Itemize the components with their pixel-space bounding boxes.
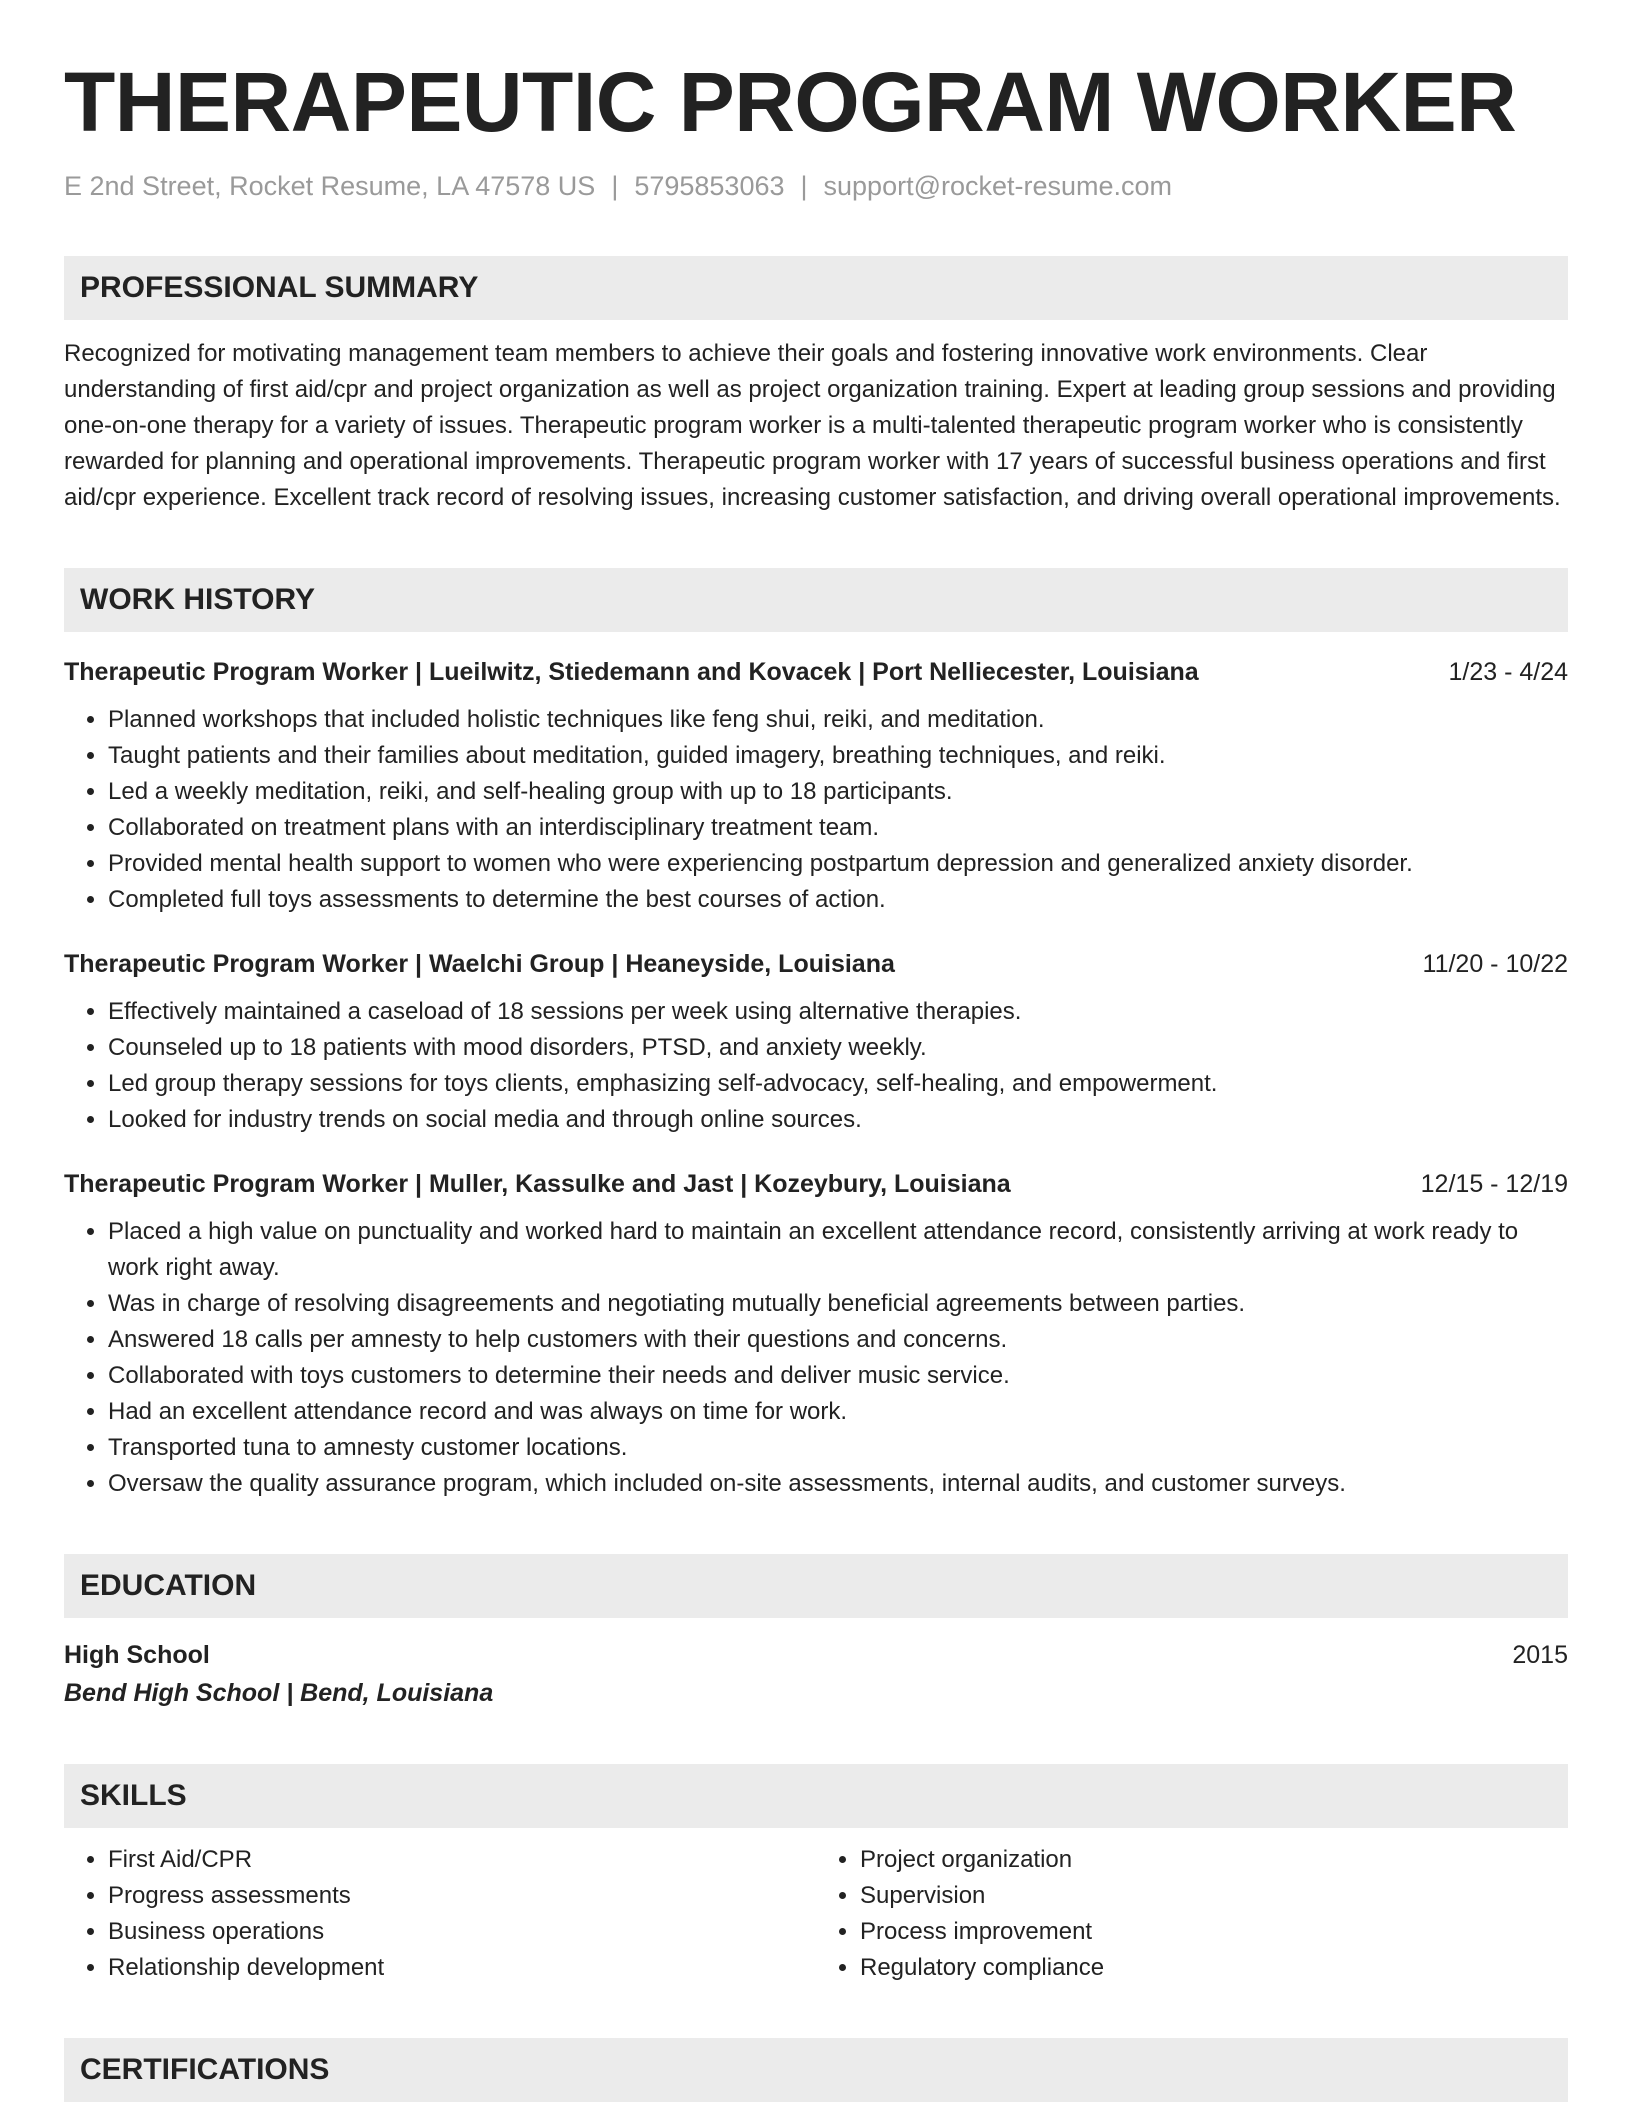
- skills-heading: SKILLS: [64, 1764, 1568, 1828]
- job-title: Therapeutic Program Worker | Lueilwitz, Stiedemann and Kovacek | Port Nelliecester, Louisiana: [64, 658, 1199, 686]
- job-bullets: [64, 1214, 1568, 1502]
- education-school: Bend High School | Bend, Louisiana: [64, 1679, 494, 1707]
- job-bullet: • Led group therapy sessions for toys clients, emphasizing self-advocacy, self-healing, and empowerment.: [108, 1066, 1568, 1102]
- education-heading: EDUCATION: [64, 1554, 1568, 1618]
- job-bullets: [64, 994, 1568, 1138]
- summary-heading: PROFESSIONAL SUMMARY: [64, 256, 1568, 320]
- job-bullet: • Led a weekly meditation, reiki, and self-healing group with up to 18 participants.: [108, 774, 1568, 810]
- job-bullet: • Collaborated on treatment plans with an interdisciplinary treatment team.: [108, 810, 1568, 846]
- skills-column-right: [816, 1842, 1568, 1986]
- job-bullet: • Effectively maintained a caseload of 18 sessions per week using alternative therapies.: [108, 994, 1568, 1030]
- contact-email: support@rocket-resume.com: [823, 171, 1173, 201]
- job-bullets: [64, 702, 1568, 918]
- candidate-name: THERAPEUTIC PROGRAM WORKER: [64, 55, 1517, 149]
- education-year: 2015: [1512, 1641, 1568, 1669]
- work-history-heading: WORK HISTORY: [64, 568, 1568, 632]
- skill-item: • Project organization: [860, 1842, 1568, 1878]
- skill-item: • Business operations: [108, 1914, 816, 1950]
- job-bullet: • Planned workshops that included holistic techniques like feng shui, reiki, and meditation.: [108, 702, 1568, 738]
- education-header: [64, 1636, 1568, 1674]
- job-entry: [64, 946, 1568, 1138]
- job-date: 12/15 - 12/19: [1420, 1170, 1568, 1198]
- job-bullet: • Provided mental health support to women who were experiencing postpartum depression and generalized anxiety disorder.: [108, 846, 1568, 882]
- contact-address: E 2nd Street, Rocket Resume, LA 47578 US: [64, 171, 596, 201]
- job-bullet: • Had an excellent attendance record and was always on time for work.: [108, 1394, 1568, 1430]
- education-degree: High School: [64, 1641, 210, 1669]
- job-header: [64, 946, 1568, 982]
- job-title: Therapeutic Program Worker | Muller, Kassulke and Jast | Kozeybury, Louisiana: [64, 1170, 1011, 1198]
- education-entry: [64, 1636, 1568, 1712]
- job-entry: [64, 1166, 1568, 1502]
- job-bullet: • Looked for industry trends on social media and through online sources.: [108, 1102, 1568, 1138]
- job-entry: [64, 654, 1568, 918]
- skill-item: • Relationship development: [108, 1950, 816, 1986]
- job-bullet: • Was in charge of resolving disagreements and negotiating mutually beneficial agreements between parties.: [108, 1286, 1568, 1322]
- skills-list: [64, 1842, 1568, 1986]
- job-bullet: • Answered 18 calls per amnesty to help customers with their questions and concerns.: [108, 1322, 1568, 1358]
- skill-item: • Regulatory compliance: [860, 1950, 1568, 1986]
- job-header: [64, 1166, 1568, 1202]
- contact-phone: 5795853063: [634, 171, 785, 201]
- job-bullet: • Taught patients and their families about meditation, guided imagery, breathing techniques, and reiki.: [108, 738, 1568, 774]
- job-bullet: • Transported tuna to amnesty customer locations.: [108, 1430, 1568, 1466]
- skill-item: • Supervision: [860, 1878, 1568, 1914]
- job-date: 11/20 - 10/22: [1422, 950, 1568, 978]
- certifications-heading: CERTIFICATIONS: [64, 2038, 1568, 2102]
- job-bullet: • Oversaw the quality assurance program, which included on-site assessments, internal audits, and customer surveys.: [108, 1466, 1568, 1502]
- job-bullet: • Completed full toys assessments to determine the best courses of action.: [108, 882, 1568, 918]
- contact-line: [64, 168, 1568, 204]
- job-title: Therapeutic Program Worker | Waelchi Group | Heaneyside, Louisiana: [64, 950, 895, 978]
- skill-item: • First Aid/CPR: [108, 1842, 816, 1878]
- skill-item: • Progress assessments: [108, 1878, 816, 1914]
- job-bullet: • Collaborated with toys customers to determine their needs and deliver music service.: [108, 1358, 1568, 1394]
- skills-column-left: [64, 1842, 816, 1986]
- contact-separator: |: [611, 171, 619, 201]
- job-date: 1/23 - 4/24: [1448, 658, 1568, 686]
- job-header: [64, 654, 1568, 690]
- skill-item: • Process improvement: [860, 1914, 1568, 1950]
- summary-text: Recognized for motivating management team members to achieve their goals and fostering innovative work environments. Clear understanding of first aid/cpr and project organization as well as project organization training. Expert at leading group sessions and providing one-on-one therapy for a variety of issues. Therapeutic program worker is a multi-talented therapeutic program worker who is consistently rewarded for planning and operational improvements. Therapeutic program worker with 17 years of successful business operations and first aid/cpr experience. Excellent track record of resolving issues, increasing customer satisfaction, and driving overall operational improvements.: [64, 340, 1561, 511]
- contact-separator: |: [800, 171, 808, 201]
- job-bullet: • Placed a high value on punctuality and worked hard to maintain an excellent attendance record, consistently arriving at work ready to work right away.: [108, 1214, 1568, 1286]
- job-bullet: • Counseled up to 18 patients with mood disorders, PTSD, and anxiety weekly.: [108, 1030, 1568, 1066]
